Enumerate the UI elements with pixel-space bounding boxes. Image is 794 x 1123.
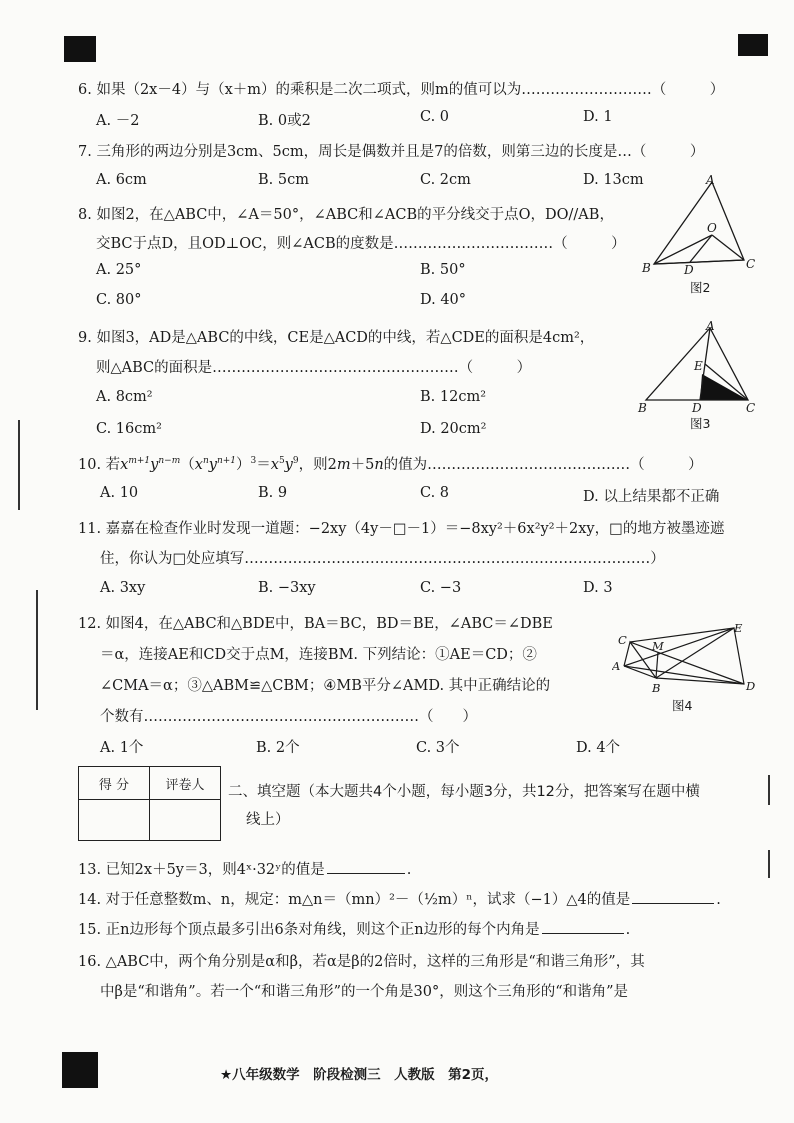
q6-stem: 6. 如果（2x－4）与（x＋m）的乘积是二次二项式，则m的值可以为………………………（ ） bbox=[78, 82, 725, 98]
figure-2-caption: 图2 bbox=[690, 280, 711, 295]
q16-line1: 16. △ABC中，两个角分别是α和β，若α是β的2倍时，这样的三角形是“和谐三角形”，其 bbox=[78, 954, 645, 970]
q7-stem: 7. 三角形的两边分别是3cm、5cm，周长是偶数并且是7的倍数，则第三边的长度是…（ ） bbox=[78, 144, 705, 160]
q9-option-c: C. 16cm² bbox=[96, 421, 162, 437]
fig2-bisector-b bbox=[654, 235, 712, 264]
q15 bbox=[78, 918, 630, 939]
fig4-segment-bm bbox=[656, 652, 658, 678]
fig4-label-e: E bbox=[734, 621, 743, 635]
q9-option-a: A. 8cm² bbox=[96, 389, 153, 405]
q12-line3: ∠CMA＝α；③△ABM≌△CBM；④MB平分∠AMD. 其中正确结论的 bbox=[100, 678, 551, 694]
fig3-label-b: B bbox=[638, 401, 647, 415]
score-cell bbox=[79, 800, 150, 841]
q10-option-b: B. 9 bbox=[258, 485, 288, 501]
fig3-label-e: E bbox=[694, 359, 703, 373]
fig2-segment-bo bbox=[654, 260, 744, 264]
q12-option-b: B. 2个 bbox=[256, 740, 300, 756]
q12-option-d: D. 4个 bbox=[576, 740, 621, 756]
q9-option-b: B. 12cm² bbox=[420, 389, 487, 405]
fig2-label-c: C bbox=[746, 257, 756, 271]
q8-option-d: D. 40° bbox=[420, 292, 467, 308]
q8-stem-line1: 8. 如图2，在△ABC中，∠A＝50°，∠ABC和∠ACB的平分线交于点O，DO//AB， bbox=[78, 207, 614, 223]
fig3-label-d: D bbox=[692, 401, 702, 415]
fig4-segment-ad bbox=[624, 666, 744, 684]
q11-stem-line2: 住，你认为□处应填写…………………………………………………………………………） bbox=[100, 551, 665, 567]
q12-option-a: A. 1个 bbox=[100, 740, 144, 756]
q13-end: . bbox=[406, 862, 412, 878]
q8-stem-line2: 交BC于点D，且OD⊥OC，则∠ACB的度数是……………………………（ ） bbox=[96, 236, 626, 252]
fig4-label-d: D bbox=[746, 679, 756, 693]
margin-bar-left-1 bbox=[18, 420, 20, 510]
figure-4 bbox=[612, 618, 762, 696]
corner-mark-bottom-left bbox=[62, 1052, 98, 1088]
page-footer: ★八年级数学 阶段检测三 人教版 第2页， bbox=[220, 1067, 498, 1083]
q13 bbox=[78, 858, 411, 879]
q10-stem: 10. 若$x^{m+1}y^{n-m}(x^ny^{n+1})^3=x^5y^9$，则2m＋5n的值为……………………………………（ ） bbox=[78, 456, 703, 473]
margin-bar-left-2 bbox=[36, 590, 38, 710]
score-table bbox=[78, 766, 221, 841]
q11-stem-line1: 11. 嘉嘉在检查作业时发现一道题：−2xy（4y－□－1）＝−8xy²＋6x²y²＋2xy，□的地方被墨迹遮 bbox=[78, 521, 725, 537]
q11-option-b: B. −3xy bbox=[258, 580, 316, 596]
grader-header: 评卷人 bbox=[150, 767, 221, 800]
q14-stem: 14. 对于任意整数m、n，规定：m△n＝（mn）²－（½m）ⁿ，试求（−1）△4的值是 bbox=[78, 892, 631, 908]
q14-end: . bbox=[716, 892, 721, 908]
fig2-label-b: B bbox=[642, 261, 651, 275]
figure-4-caption: 图4 bbox=[672, 698, 693, 713]
q8-option-b: B. 50° bbox=[420, 262, 466, 278]
q10-option-c: C. 8 bbox=[420, 485, 450, 501]
fig4-label-m: M bbox=[652, 639, 664, 653]
q6-option-b: B. 0或2 bbox=[258, 113, 311, 129]
fig2-segment-do bbox=[690, 235, 712, 262]
grader-cell bbox=[150, 800, 221, 841]
q16-line2: 中β是“和谐角”。若一个“和谐三角形”的一个角是30°，则这个三角形的“和谐角”是 bbox=[100, 984, 629, 1000]
fig2-label-d: D bbox=[684, 263, 694, 277]
q6-option-c: C. 0 bbox=[420, 109, 450, 125]
q7-option-c: C. 2cm bbox=[420, 172, 471, 188]
q14-answer-blank[interactable] bbox=[632, 903, 714, 904]
figure-2 bbox=[640, 172, 760, 277]
margin-bar-right-2 bbox=[768, 850, 770, 878]
fig4-segment-ce bbox=[630, 628, 734, 642]
fig4-label-b: B bbox=[652, 681, 661, 695]
q14 bbox=[78, 888, 721, 909]
q6-option-d: D. 1 bbox=[583, 109, 613, 125]
q11-option-a: A. 3xy bbox=[100, 580, 146, 596]
q6-option-a: A. －2 bbox=[96, 113, 140, 129]
q9-stem-line2: 则△ABC的面积是……………………………………………（ ） bbox=[96, 360, 532, 376]
section2-heading-line1: 二、填空题（本大题共4个小题，每小题3分，共12分，把答案写在题中横 bbox=[228, 784, 700, 800]
q15-end: . bbox=[625, 922, 631, 938]
q13-stem: 13. 已知2x＋5y＝3，则4ˣ·32ʸ的值是 bbox=[78, 862, 325, 878]
q9-option-d: D. 20cm² bbox=[420, 421, 487, 437]
q15-answer-blank[interactable] bbox=[542, 933, 624, 934]
q12-line1: 12. 如图4，在△ABC和△BDE中，BA＝BC，BD＝BE，∠ABC＝∠DBE bbox=[78, 616, 553, 632]
q11-option-d: D. 3 bbox=[583, 580, 613, 596]
q10-option-a: A. 10 bbox=[100, 485, 139, 501]
fig4-segment-cd bbox=[630, 642, 744, 684]
q15-stem: 15. 正n边形每个顶点最多引出6条对角线，则这个正n边形的每个内角是 bbox=[78, 922, 540, 938]
margin-bar-right-1 bbox=[768, 775, 770, 805]
q9-stem-line1: 9. 如图3，AD是△ABC的中线，CE是△ACD的中线，若△CDE的面积是4cm²， bbox=[78, 330, 595, 346]
q12-line4: 个数有…………………………………………………（ ） bbox=[100, 709, 477, 725]
fig4-label-a: A bbox=[612, 659, 621, 673]
q7-option-a: A. 6cm bbox=[96, 172, 147, 188]
fig3-label-c: C bbox=[746, 401, 756, 415]
corner-mark-top-left bbox=[64, 36, 96, 62]
q8-option-a: A. 25° bbox=[96, 262, 142, 278]
q12-line2: ＝α，连接AE和CD交于点M，连接BM. 下列结论：①AE＝CD；② bbox=[100, 647, 537, 663]
fig2-label-o: O bbox=[707, 221, 717, 235]
fig3-label-a: A bbox=[706, 320, 715, 333]
figure-3 bbox=[636, 320, 762, 415]
q7-option-b: B. 5cm bbox=[258, 172, 309, 188]
corner-mark-top-right bbox=[738, 34, 768, 56]
score-header: 得 分 bbox=[79, 767, 150, 800]
q7-option-d: D. 13cm bbox=[583, 172, 644, 188]
q10-option-d: D. 以上结果都不正确 bbox=[583, 489, 720, 505]
q11-option-c: C. −3 bbox=[420, 580, 462, 596]
section2-heading-line2: 线上） bbox=[246, 812, 290, 828]
figure-3-caption: 图3 bbox=[690, 416, 711, 431]
fig4-label-c: C bbox=[618, 633, 627, 647]
q8-option-c: C. 80° bbox=[96, 292, 142, 308]
q13-answer-blank[interactable] bbox=[327, 873, 405, 874]
fig2-label-a: A bbox=[706, 173, 715, 187]
q12-option-c: C. 3个 bbox=[416, 740, 460, 756]
